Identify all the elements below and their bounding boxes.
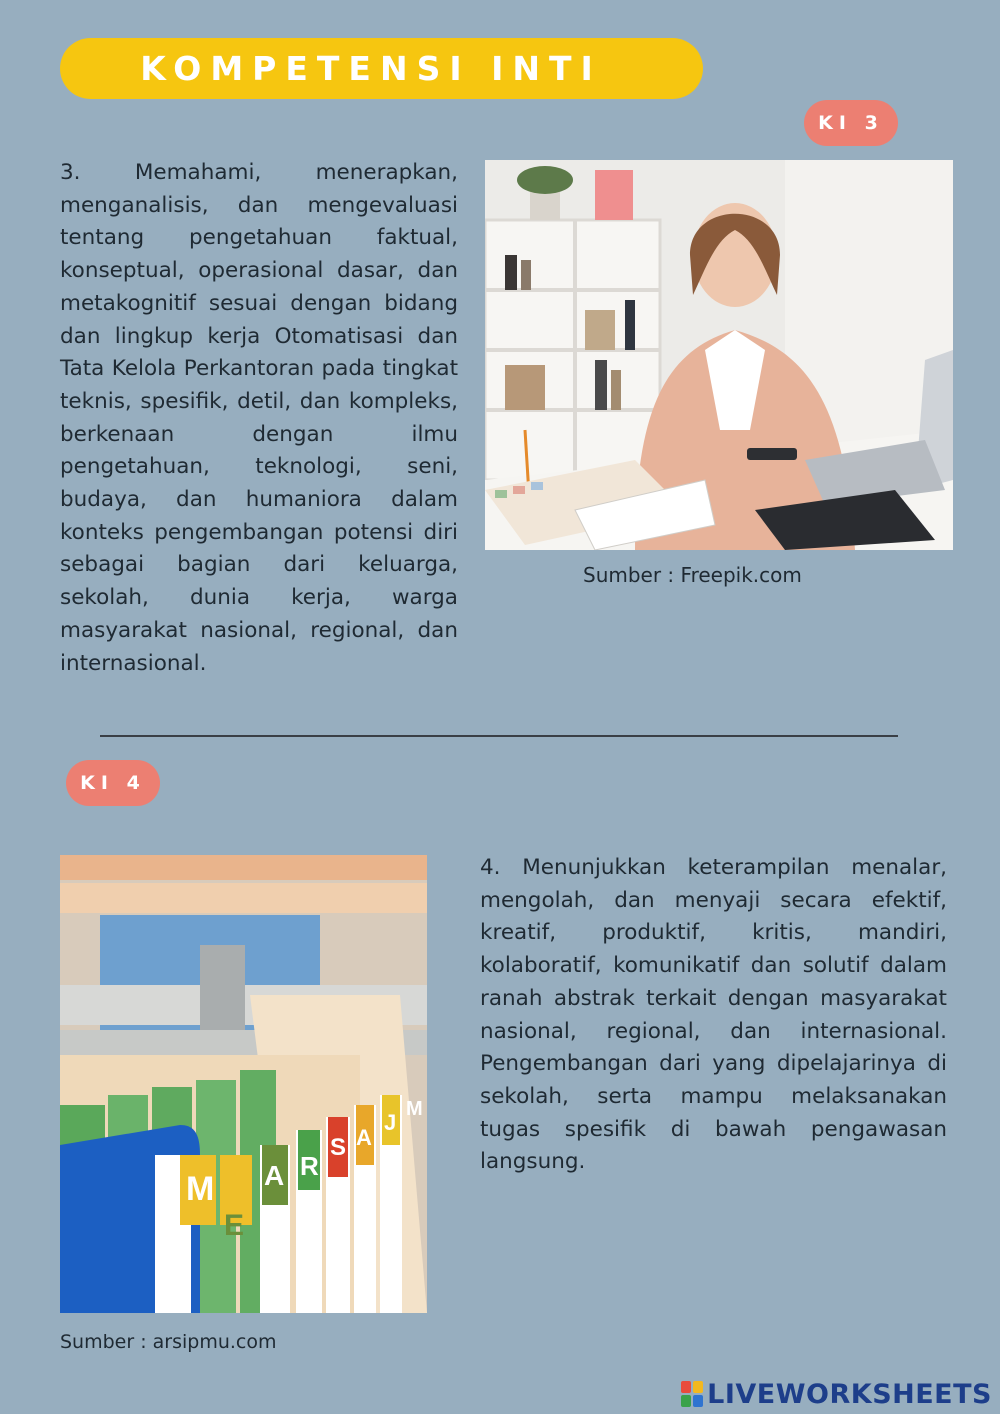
folder-tab-letter-e: E [224,1209,245,1242]
folder-tab-letter-m: M [186,1170,215,1208]
folder-tab-letter-a3: A [356,1125,372,1150]
section-divider [100,735,898,737]
ki3-badge: KI 3 [804,100,898,146]
office-woman-photo [485,160,953,550]
folder-tab-letter-s: S [330,1134,347,1161]
folder-tab-letter-r: R [300,1151,319,1181]
liveworksheets-brand[interactable] [681,1376,992,1412]
ki3-image-caption: Sumber : Freepik.com [583,563,802,587]
brand-name: LIVEWORKSHEETS [707,1378,992,1410]
ki4-badge: KI 4 [66,760,160,806]
liveworksheets-logo-icon [681,1381,703,1407]
ki3-paragraph: 3. Memahami, menerapkan, menganalisis, dan mengevaluasi tentang pengetahuan faktual, konseptual, operasional dasar, dan metakognitif sesuai dengan bidang dan lingkup kerja Otomatisasi dan Tata Kelola Perkantoran pada tingkat teknis, spesifik, detil, dan kompleks, berkenaan dengan ilmu pengetahuan, teknologi, seni, budaya, dan humaniora dalam konteks pengembangan potensi diri sebagai bagian dari keluarga, sekolah, dunia kerja, warga masyarakat nasional, regional, dan internasional. [60,160,458,676]
folder-tab-letter-j: J [384,1110,397,1135]
ki4-image-caption: Sumber : arsipmu.com [60,1331,277,1353]
page-title: KOMPETENSI INTI [140,49,602,88]
title-banner [60,38,703,99]
file-folders-photo [60,855,427,1313]
ki4-paragraph: 4. Menunjukkan keterampilan menalar, mengolah, dan menyaji secara efektif, kreatif, produktif, kritis, mandiri, kolaboratif, komunikatif dan solutif dalam ranah abstrak terkait dengan masyarakat nasional, regional, dan internasional. Pengembangan dari yang dipelajarinya di sekolah, serta mampu melaksanakan tugas spesifik di bawah pengawasan langsung. [480,855,947,1175]
folder-tab-letter-a: A [164,1235,189,1273]
folder-tab-letter-a2: A [264,1160,285,1191]
folder-tab-letter-m2: M [406,1098,423,1120]
